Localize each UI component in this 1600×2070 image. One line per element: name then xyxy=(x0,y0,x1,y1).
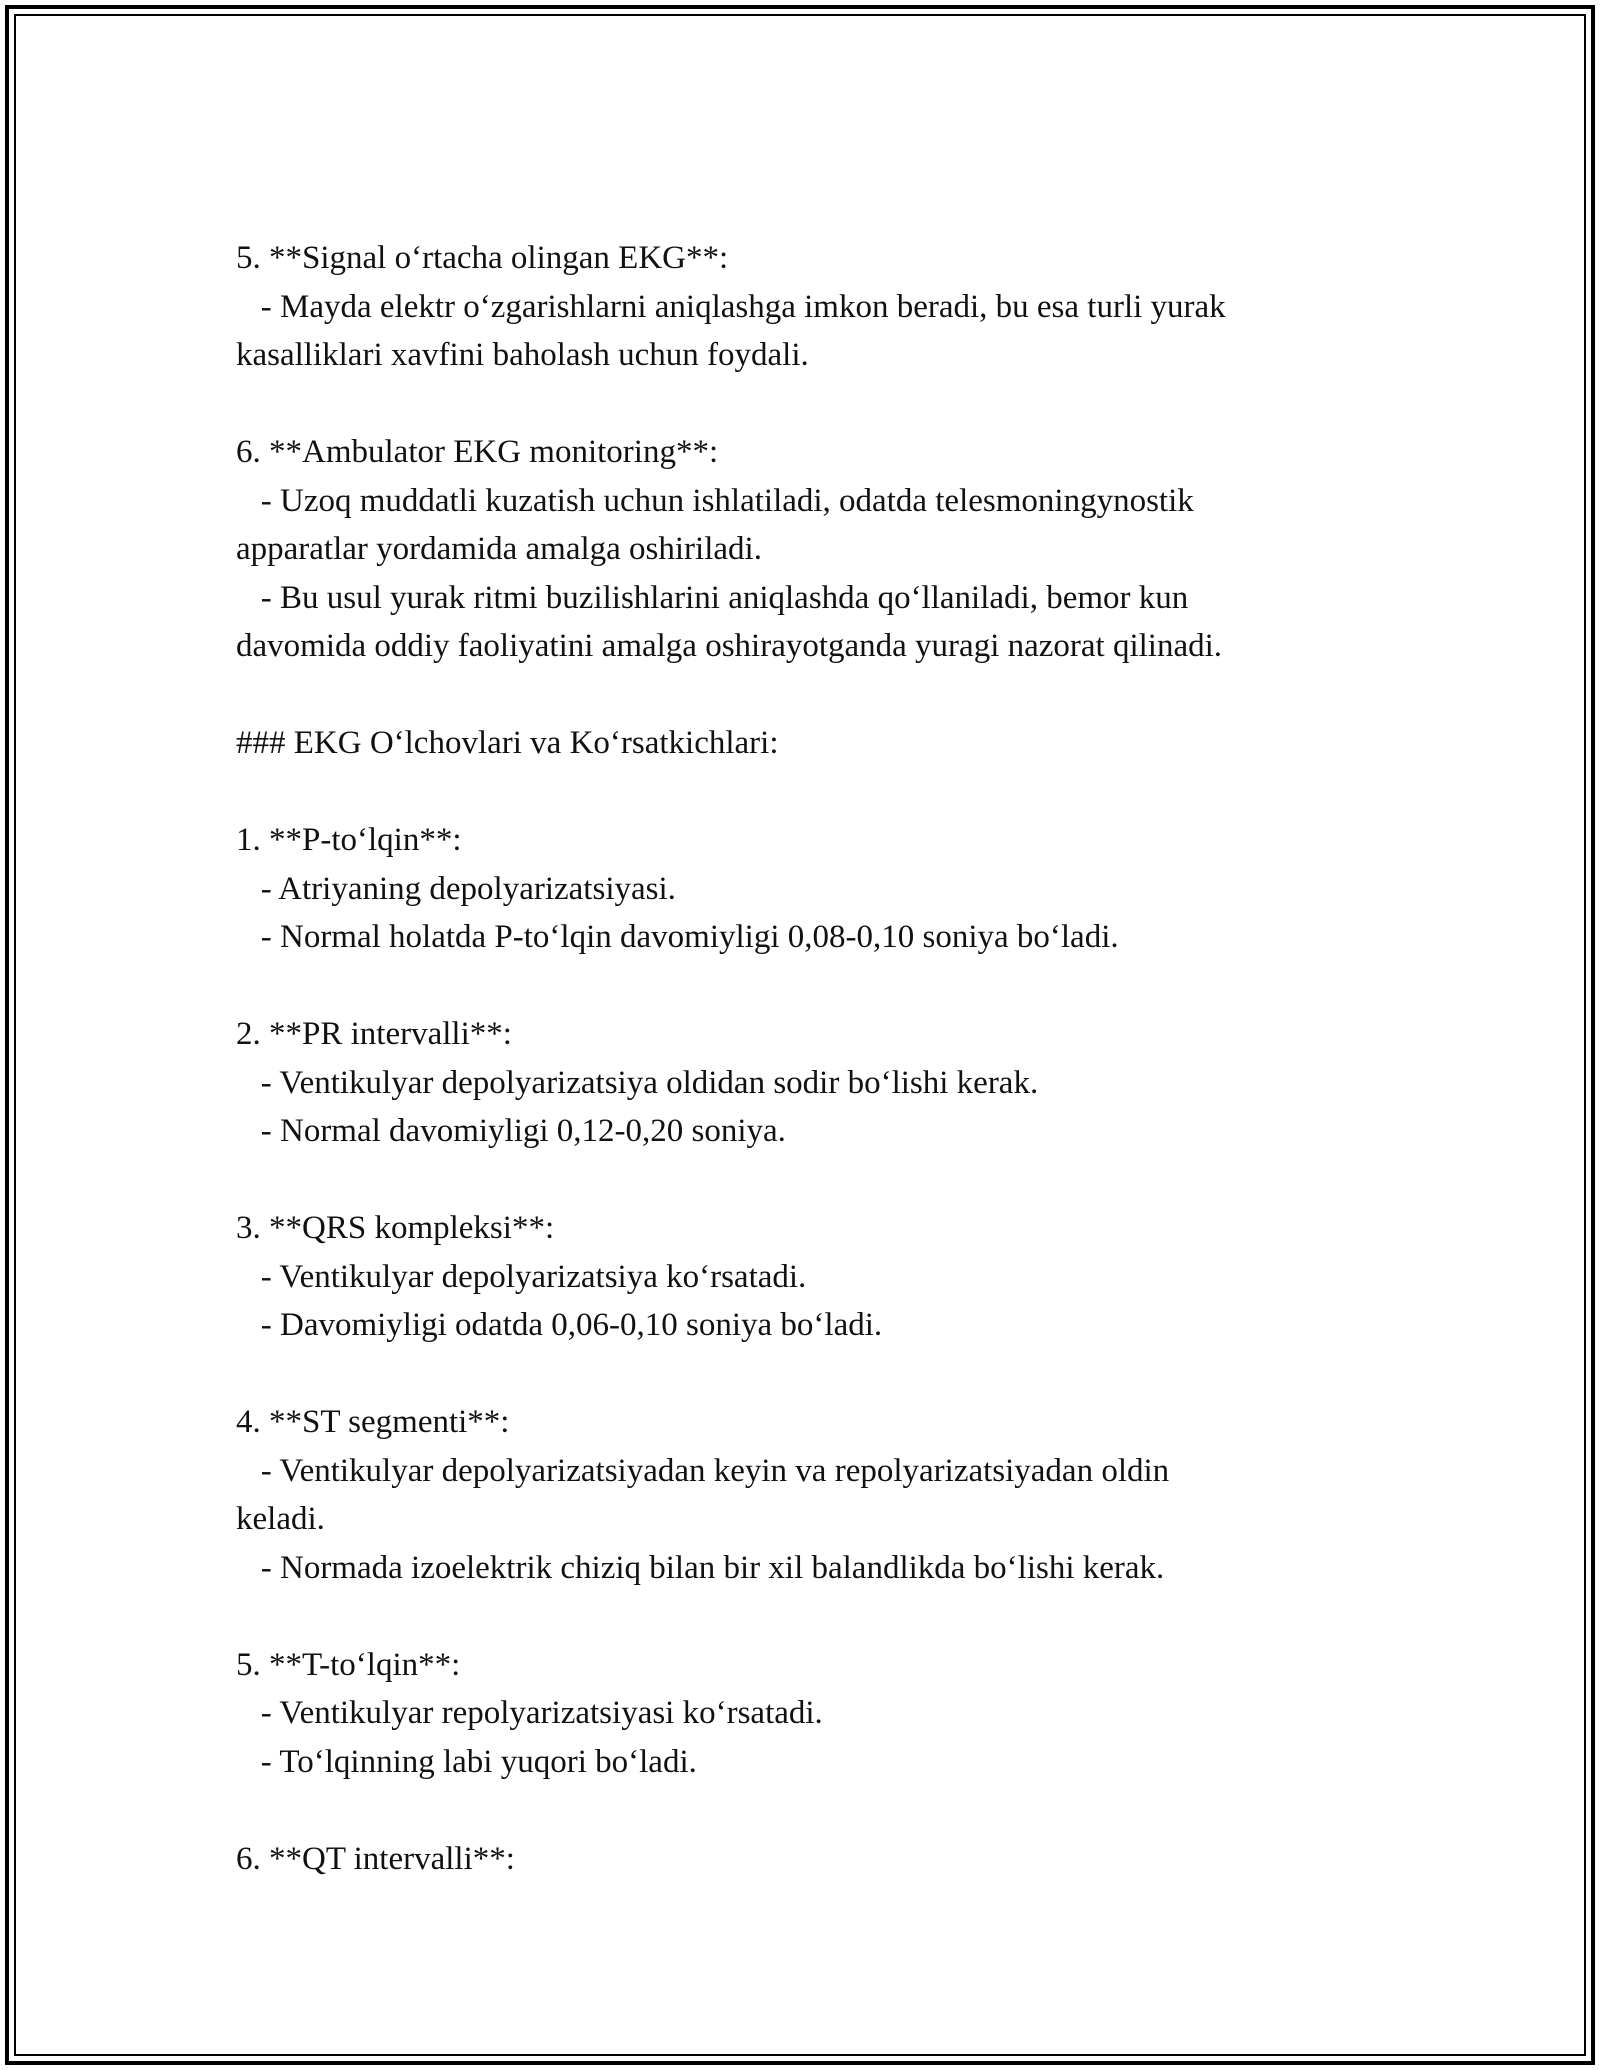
blank-line xyxy=(236,380,1366,429)
list-item-heading: 6. **Ambulator EKG monitoring**: xyxy=(236,434,719,470)
list-item-heading: 3. **QRS kompleksi**: xyxy=(236,1210,555,1246)
list-item-detail-continued: kasalliklari xavfini baholash uchun foydali. xyxy=(236,337,809,373)
list-item-detail: - Normal holatda P-to‘lqin davomiyligi 0,08-0,10 soniya bo‘ladi. xyxy=(236,919,1119,955)
list-item-detail: - Ventikulyar depolyarizatsiya ko‘rsatadi. xyxy=(236,1258,807,1295)
blank-line xyxy=(236,671,1366,720)
list-item-detail-continued: apparatlar yordamida amalga oshiriladi. xyxy=(236,531,762,567)
blank-line xyxy=(236,768,1366,817)
list-item-detail-continued: davomida oddiy faoliyatini amalga oshirayotganda yuragi nazorat qilinadi. xyxy=(236,628,1223,664)
blank-line xyxy=(236,1786,1366,1835)
document-body xyxy=(236,234,1366,1883)
list-item-detail: - Davomiyligi odatda 0,06-0,10 soniya bo‘ladi. xyxy=(236,1307,883,1343)
list-item-detail-continued: keladi. xyxy=(236,1501,325,1537)
list-item-detail: - Ventikulyar depolyarizatsiya oldidan sodir bo‘lishi kerak. xyxy=(236,1064,1039,1101)
list-item-detail: - Normada izoelektrik chiziq bilan bir xil balandlikda bo‘lishi kerak. xyxy=(236,1549,1165,1586)
section-heading: ### EKG O‘lchovlari va Ko‘rsatkichlari: xyxy=(236,725,779,761)
list-item-heading: 6. **QT intervalli**: xyxy=(236,1840,515,1877)
list-item-detail: - Ventikulyar repolyarizatsiyasi ko‘rsatadi. xyxy=(236,1695,823,1731)
list-item-detail: - Normal davomiyligi 0,12-0,20 soniya. xyxy=(236,1113,786,1149)
blank-line xyxy=(236,1156,1366,1205)
blank-line xyxy=(236,1350,1366,1399)
list-item-heading: 2. **PR intervalli**: xyxy=(236,1016,512,1052)
list-item-heading: 1. **P-to‘lqin**: xyxy=(236,822,462,858)
list-item-detail: - To‘lqinning labi yuqori bo‘ladi. xyxy=(236,1743,697,1780)
list-item-heading: 5. **Signal o‘rtacha olingan EKG**: xyxy=(236,240,729,276)
list-item-detail: - Ventikulyar depolyarizatsiyadan keyin va repolyarizatsiyadan oldin xyxy=(236,1452,1170,1489)
blank-line xyxy=(236,1592,1366,1641)
list-item-detail: - Uzoq muddatli kuzatish uchun ishlatiladi, odatda telesmoningynostik xyxy=(236,482,1194,519)
blank-line xyxy=(236,962,1366,1011)
list-item-detail: - Atriyaning depolyarizatsiyasi. xyxy=(236,870,676,907)
list-item-heading: 4. **ST segmenti**: xyxy=(236,1404,510,1440)
list-item-heading: 5. **T-to‘lqin**: xyxy=(236,1646,461,1683)
list-item-detail: - Bu usul yurak ritmi buzilishlarini aniqlashda qo‘llaniladi, bemor kun xyxy=(236,579,1189,616)
list-item-detail: - Mayda elektr o‘zgarishlarni aniqlashga imkon beradi, bu esa turli yurak xyxy=(236,288,1226,325)
